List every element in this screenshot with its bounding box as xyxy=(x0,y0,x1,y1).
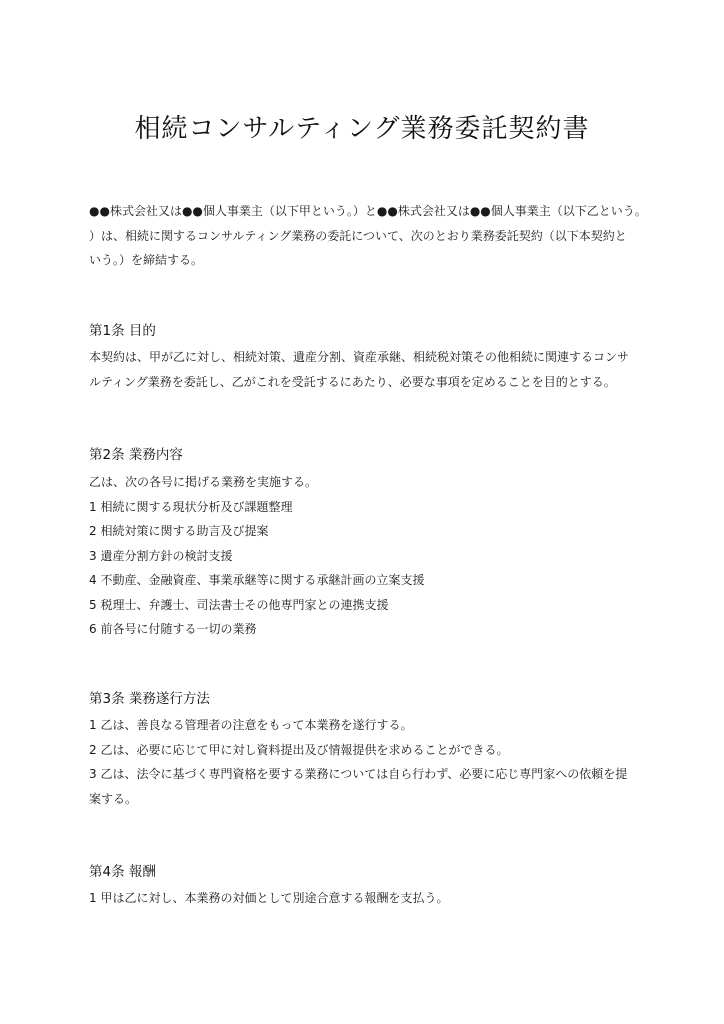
article-1-heading: 第1条 目的 xyxy=(89,323,156,339)
article-4-heading: 第4条 報酬 xyxy=(89,864,156,880)
article-2-item: 6 前各号に付随する一切の業務 xyxy=(89,622,257,636)
article-2-body xyxy=(89,470,639,642)
article-2-heading: 第2条 業務内容 xyxy=(89,447,183,463)
article-3-item: 3 乙は、法令に基づく専門資格を要する業務については自ら行わず、必要に応じ専門家への依頼を提 xyxy=(89,767,628,781)
article-2-item: 4 不動産、金融資産、事業承継等に関する承継計画の立案支援 xyxy=(89,573,425,587)
article-4-body xyxy=(89,886,639,911)
article-3-body xyxy=(89,713,639,811)
article-2-item: 1 相続に関する現状分析及び課題整理 xyxy=(89,499,293,514)
document-title: 相続コンサルティング業務委託契約書 xyxy=(134,114,590,144)
preamble-line: ●●株式会社又は●●個人事業主（以下甲という。）と●●株式会社又は●●個人事業主（以下乙という。 xyxy=(89,204,647,218)
article-2-line: 乙は、次の各号に掲げる業務を実施する。 xyxy=(89,475,318,489)
article-1-line: 本契約は、甲が乙に対し、相続対策、遺産分割、資産承継、相続税対策その他相続に関連するコンサ xyxy=(89,350,630,364)
article-2-item: 3 遺産分割方針の検討支援 xyxy=(89,548,233,563)
article-2-item: 5 税理士、弁護士、司法書士その他専門家との連携支援 xyxy=(89,597,389,612)
preamble xyxy=(89,199,647,273)
article-4-item: 1 甲は乙に対し、本業務の対価として別途合意する報酬を支払う。 xyxy=(89,891,449,905)
preamble-line: ）は、相続に関するコンサルティング業務の委託について、次のとおり業務委託契約（以下本契約と xyxy=(89,228,627,243)
preamble-line: いう。）を締結する。 xyxy=(89,253,204,267)
article-3-heading: 第3条 業務遂行方法 xyxy=(89,691,210,707)
article-3-item: 2 乙は、必要に応じて甲に対し資料提出及び情報提供を求めることができる。 xyxy=(89,742,509,757)
article-1-body xyxy=(89,345,639,394)
article-2-item: 2 相続対策に関する助言及び提案 xyxy=(89,524,269,538)
article-1-line: ルティング業務を委託し、乙がこれを受託するにあたり、必要な事項を定めることを目的とする。 xyxy=(89,374,616,389)
article-3-item: 案する。 xyxy=(89,791,138,806)
article-3-item: 1 乙は、善良なる管理者の注意をもって本業務を遂行する。 xyxy=(89,718,413,732)
